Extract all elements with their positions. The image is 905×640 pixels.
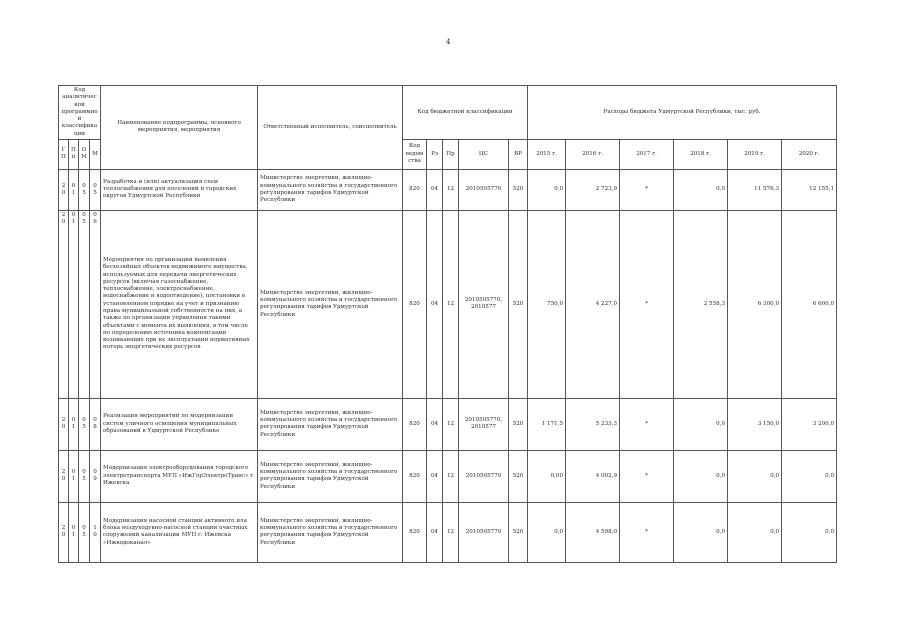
value-2017: *	[620, 210, 674, 398]
code-pp: 01	[69, 450, 79, 502]
value-2018: 0,0	[674, 169, 728, 210]
budget-vr: 520	[509, 169, 528, 210]
value-2016: 4 598,0	[566, 502, 620, 562]
value-2017: *	[620, 450, 674, 502]
header-gp: ГП	[59, 139, 69, 169]
value-2017: *	[620, 502, 674, 562]
table-row	[59, 169, 837, 210]
code-pp: 01	[69, 502, 79, 562]
value-2019: 0,0	[728, 502, 782, 562]
value-2016: 5 233,3	[566, 398, 620, 450]
budget-vr: 520	[509, 502, 528, 562]
code-m: 05	[90, 169, 101, 210]
row-name: Модернизация электрооборудования городского электротранспорта МУП «ИжГорЭлектроТранс» г. Ижевска	[101, 450, 258, 502]
page-number: 4	[446, 38, 451, 46]
budget-pr: 12	[443, 210, 459, 398]
budget-pr: 12	[443, 398, 459, 450]
header-year-2018: 2018 г.	[674, 139, 728, 169]
code-m: 06	[90, 210, 101, 398]
budget-vr: 520	[509, 450, 528, 502]
value-2015: 0,00	[528, 450, 566, 502]
budget-rz: 04	[427, 210, 443, 398]
value-2016: 4 227,0	[566, 210, 620, 398]
row-executor: Министерство энергетики, жилищно-коммунального хозяйства и государственного регулирования тарифов Удмуртской Республики	[258, 450, 403, 502]
value-2015: 0,0	[528, 169, 566, 210]
header-pr: Пр	[443, 139, 459, 169]
code-om: 05	[79, 210, 90, 398]
budget-dept: 820	[403, 398, 427, 450]
value-2020: 0,0	[782, 450, 837, 502]
header-m: М	[90, 139, 101, 169]
value-2018: 0,0	[674, 450, 728, 502]
budget-vr: 520	[509, 398, 528, 450]
value-2020: 3 200,0	[782, 398, 837, 450]
budget-pr: 12	[443, 450, 459, 502]
expenses-table	[58, 85, 837, 563]
budget-rz: 04	[427, 169, 443, 210]
row-name: Модернизация насосной станции активного ила блока воздуходувно-насосной станции очистных сооружений канализации МУП г. Ижевска «Ижводоканал»	[101, 502, 258, 562]
budget-dept: 820	[403, 502, 427, 562]
header-expenses: Расходы бюджета Удмуртской Республики, тыс. руб.	[528, 86, 837, 140]
code-gp: 20	[59, 398, 69, 450]
budget-rz: 04	[427, 398, 443, 450]
value-2020: 0,0	[782, 502, 837, 562]
code-pp: 01	[69, 169, 79, 210]
value-2016: 4 002,9	[566, 450, 620, 502]
code-m: 10	[90, 502, 101, 562]
row-name: Реализация мероприятий по модернизации систем уличного освещения муниципальных образований в Удмуртской Республике	[101, 398, 258, 450]
header-pp: Пп	[69, 139, 79, 169]
header-code: Код аналитической программной классификации	[59, 86, 101, 140]
table-row	[59, 210, 837, 398]
value-2018: 2 558,3	[674, 210, 728, 398]
value-2017: *	[620, 169, 674, 210]
value-2019: 11 576,3	[728, 169, 782, 210]
header-name: Наименование подпрограммы, основного мероприятия, мероприятия	[101, 86, 258, 170]
value-2020: 12 155,1	[782, 169, 837, 210]
code-om: 05	[79, 169, 90, 210]
code-m: 09	[90, 450, 101, 502]
budget-vr: 520	[509, 210, 528, 398]
header-rz: Рз	[427, 139, 443, 169]
header-year-2016: 2016 г.	[566, 139, 620, 169]
value-2019: 0,0	[728, 450, 782, 502]
budget-cs: 2010505770	[459, 169, 509, 210]
budget-dept: 820	[403, 169, 427, 210]
header-year-2020: 2020 г.	[782, 139, 837, 169]
budget-dept: 820	[403, 450, 427, 502]
budget-rz: 04	[427, 450, 443, 502]
value-2019: 6 300,0	[728, 210, 782, 398]
code-gp: 20	[59, 502, 69, 562]
budget-cs: 2010505770, 2010577	[459, 398, 509, 450]
row-executor: Министерство энергетики, жилищно-коммунального хозяйства и государственного регулирования тарифов Удмуртской Республики	[258, 398, 403, 450]
code-pp: 01	[69, 398, 79, 450]
code-om: 05	[79, 502, 90, 562]
budget-pr: 12	[443, 502, 459, 562]
header-year-2017: 2017 г.	[620, 139, 674, 169]
row-name: Разработка и (или) актуализация схем теплоснабжения для поселений и городских округов Удмуртской Республики	[101, 169, 258, 210]
budget-cs: 2010505770, 2010577	[459, 210, 509, 398]
code-m: 08	[90, 398, 101, 450]
code-om: 05	[79, 450, 90, 502]
row-executor: Министерство энергетики, жилищно-коммунального хозяйства и государственного регулирования тарифов Удмуртской Республики	[258, 210, 403, 398]
value-2015: 0,0	[528, 502, 566, 562]
header-year-2019: 2019 г.	[728, 139, 782, 169]
code-gp: 20	[59, 450, 69, 502]
row-executor: Министерство энергетики, жилищно-коммунального хозяйства и государственного регулирования тарифов Удмуртской Республики	[258, 502, 403, 562]
value-2015: 750,0	[528, 210, 566, 398]
value-2020: 6 600,0	[782, 210, 837, 398]
budget-rz: 04	[427, 502, 443, 562]
code-gp: 20	[59, 210, 69, 398]
header-executor: Ответственный исполнитель, соисполнитель	[258, 86, 403, 170]
row-name: Мероприятия по организации выявления бесхозяйных объектов недвижимого имущества, используемых для передачи энергетических ресурсов (включая газоснабжение, теплоснабжение, электроснабжение, водоснабжение и водоотведение), постановки в установленном порядке на учет и признанию права муниципальной собственности на них, а также по организации управления такими объектами с момента их выявления, в том числе по определению источника компенсации возникающих при их эксплуатации нормативных потерь энергетических ресурсов	[101, 210, 258, 398]
header-vr: ВР	[509, 139, 528, 169]
row-executor: Министерство энергетики, жилищно-коммунального хозяйства и государственного регулирования тарифов Удмуртской Республики	[258, 169, 403, 210]
header-cs: ЦС	[459, 139, 509, 169]
value-2017: *	[620, 398, 674, 450]
table-row	[59, 398, 837, 450]
header-year-2015: 2015 г.	[528, 139, 566, 169]
table-row	[59, 450, 837, 502]
code-gp: 20	[59, 169, 69, 210]
header-budget-class: Код бюджетной классификации	[403, 86, 528, 140]
value-2016: 2 723,9	[566, 169, 620, 210]
value-2015: 1 171,5	[528, 398, 566, 450]
header-om: ОМ	[79, 139, 90, 169]
budget-cs: 2010505770	[459, 450, 509, 502]
budget-dept: 820	[403, 210, 427, 398]
value-2018: 0,0	[674, 502, 728, 562]
header-dept: Код ведомства	[403, 139, 427, 169]
value-2019: 3 150,0	[728, 398, 782, 450]
budget-cs: 2010505770	[459, 502, 509, 562]
budget-pr: 12	[443, 169, 459, 210]
value-2018: 0,0	[674, 398, 728, 450]
code-pp: 01	[69, 210, 79, 398]
code-om: 05	[79, 398, 90, 450]
table-row	[59, 502, 837, 562]
